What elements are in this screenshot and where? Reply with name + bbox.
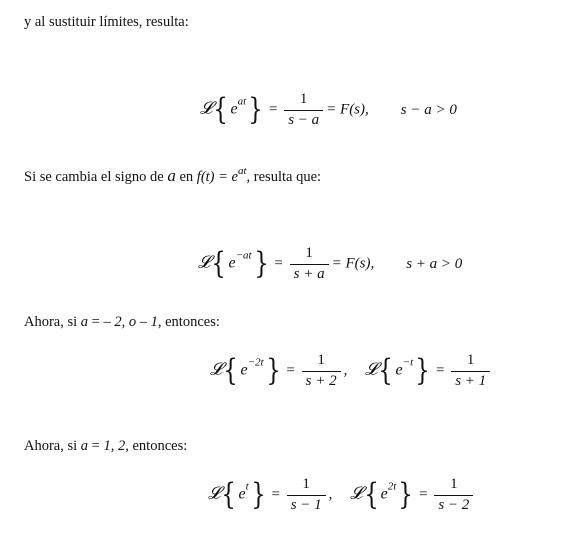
ahora-text-1 <box>24 314 220 331</box>
text-span: Ahora, si <box>24 438 78 454</box>
ahora-text-2 <box>24 438 187 455</box>
numerator: 1 <box>450 476 458 492</box>
numerator: 1 <box>305 245 313 261</box>
laplace-operator: 𝓛 <box>198 252 210 272</box>
condition: s + a > 0 <box>406 255 463 272</box>
exp-base: e <box>238 485 246 503</box>
exponent: −t <box>402 356 414 369</box>
change-sign-text <box>24 165 321 186</box>
denominator: s − a <box>284 110 323 129</box>
var-a: a <box>167 166 176 185</box>
equation-laplace-e-neg-at: 𝓛{ $e^{-at}$} = $\frac{1}{s + a}$ = F(s), s + a > 0 <box>198 245 463 282</box>
equation-pair-positive: 𝓛{ $e^t$} = $\frac{1}{s - 1}$ , 𝓛{ $e^{2t}$} = $\frac{1}{s - 2}$ <box>208 477 476 514</box>
laplace-operator: 𝓛 <box>210 359 222 379</box>
text-span: entonces: <box>132 438 188 454</box>
function-f: f(t) = e <box>196 169 238 185</box>
laplace-operator: 𝓛 <box>208 483 220 503</box>
text-span: = <box>91 438 100 454</box>
laplace-operator: 𝓛 <box>365 359 377 379</box>
values: – 2, o – 1, <box>103 314 162 330</box>
denominator: s + 2 <box>302 371 341 390</box>
condition: s − a > 0 <box>400 101 457 118</box>
fraction <box>284 92 323 129</box>
text-span: = <box>91 314 100 330</box>
laplace-operator: 𝓛 <box>200 98 212 118</box>
exp-base: e <box>395 361 403 379</box>
fraction <box>290 246 329 283</box>
numerator: 1 <box>302 476 310 492</box>
rhs: = F(s), <box>326 101 369 118</box>
rhs: = F(s), <box>331 255 375 272</box>
fraction <box>451 353 490 390</box>
fraction <box>287 477 326 514</box>
text-span: , resulta que: <box>246 169 322 185</box>
var-a: a <box>80 438 89 454</box>
equation-pair-negative: 𝓛{ $e^{-2t}$} = $\frac{1}{s + 2}$ , 𝓛{ $e^{-t}$} = $\frac{1}{s + 1}$ <box>210 353 493 390</box>
numerator: 1 <box>466 352 475 368</box>
equation-laplace-e-at: 𝓛{ $e^{at}$} = $\frac{1}{s - a}$ = F(s), s − a > 0 <box>200 91 457 128</box>
exponent: −at <box>235 249 252 262</box>
comma: , <box>328 486 333 503</box>
fraction <box>434 477 473 514</box>
exp-base: e <box>228 254 236 272</box>
exponent: t <box>245 480 249 493</box>
text-span: Ahora, si <box>24 314 78 330</box>
exponent: at <box>237 95 247 108</box>
fraction <box>302 353 341 390</box>
denominator: s − 1 <box>287 495 326 514</box>
exponent: 2t <box>387 480 397 493</box>
denominator: s − 2 <box>434 495 473 514</box>
text-span: entonces: <box>165 314 220 330</box>
numerator: 1 <box>299 91 308 107</box>
text-span: en <box>179 169 194 185</box>
denominator: s + a <box>290 264 329 283</box>
denominator: s + 1 <box>451 371 490 390</box>
comma: , <box>343 362 348 379</box>
exponent: at <box>237 165 247 177</box>
var-a: a <box>80 314 89 330</box>
exp-base: e <box>230 100 238 118</box>
numerator: 1 <box>317 352 325 368</box>
exp-base: e <box>240 361 248 379</box>
values: 1, 2, <box>103 438 129 454</box>
exp-base: e <box>380 485 388 503</box>
intro-text: y al sustituir límites, resulta: <box>24 14 189 30</box>
text-span: Si se cambia el signo de <box>24 169 164 185</box>
exponent: −2t <box>247 356 264 369</box>
laplace-operator: 𝓛 <box>350 483 362 503</box>
